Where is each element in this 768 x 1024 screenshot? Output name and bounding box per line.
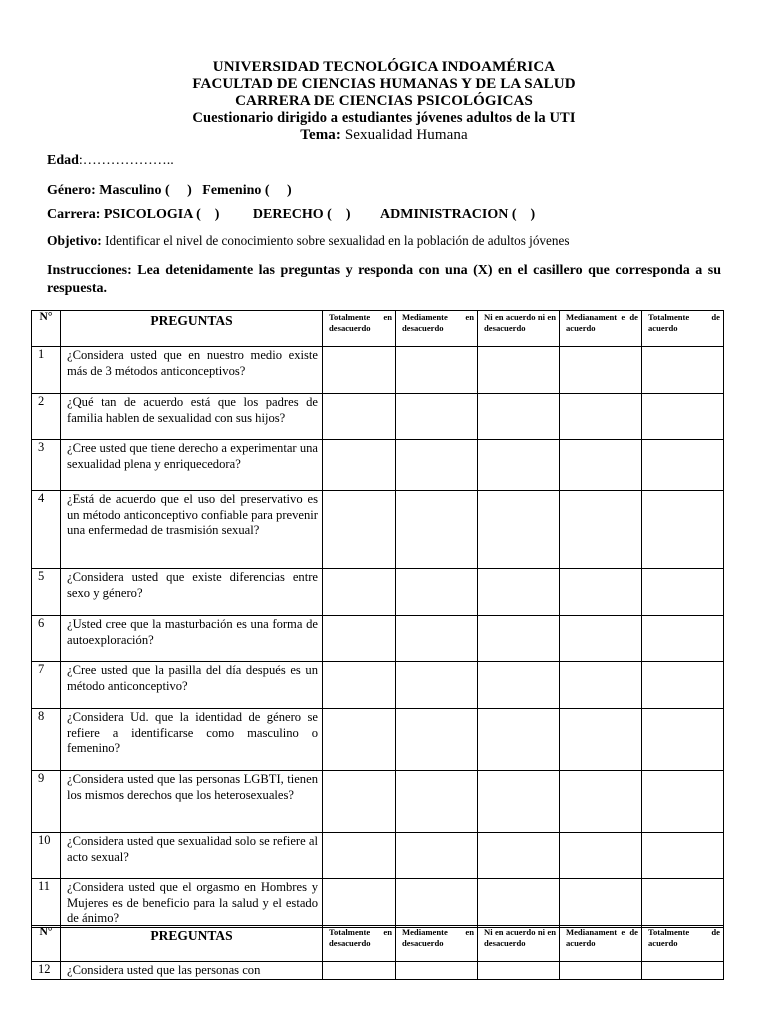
questions-table-continued (31, 925, 724, 980)
answer-checkbox-cell[interactable] (396, 440, 478, 491)
option-header-4: Medianament e de acuerdo (560, 926, 642, 962)
answer-checkbox-cell[interactable] (478, 962, 560, 980)
questions-column-header: PREGUNTAS (61, 926, 323, 962)
genero-label: Género: (47, 183, 96, 198)
edad-field[interactable] (47, 153, 174, 169)
question-text: ¿Considera usted que sexualidad solo se refiere al acto sexual? (61, 833, 323, 879)
table-row (32, 962, 724, 980)
option-header-3: Ni en acuerdo ni en desacuerdo (478, 311, 560, 347)
table-row (32, 709, 724, 771)
answer-checkbox-cell[interactable] (478, 833, 560, 879)
answer-checkbox-cell[interactable] (478, 879, 560, 928)
answer-checkbox-cell[interactable] (560, 347, 642, 394)
career-name: CARRERA DE CIENCIAS PSICOLÓGICAS (235, 93, 533, 109)
question-number: 11 (32, 879, 61, 928)
answer-checkbox-cell[interactable] (396, 394, 478, 440)
answer-checkbox-cell[interactable] (323, 347, 396, 394)
answer-checkbox-cell[interactable] (642, 347, 724, 394)
question-text: ¿Considera usted que existe diferencias entre sexo y género? (61, 569, 323, 616)
table-row (32, 394, 724, 440)
answer-checkbox-cell[interactable] (323, 833, 396, 879)
university-name: UNIVERSIDAD TECNOLÓGICA INDOAMÉRICA (212, 59, 556, 75)
question-text: ¿Considera usted que las personas LGBTI, tienen los mismos derechos que los heterosexuales? (61, 771, 323, 833)
answer-checkbox-cell[interactable] (396, 569, 478, 616)
question-number: 7 (32, 662, 61, 709)
answer-checkbox-cell[interactable] (560, 771, 642, 833)
table-row (32, 491, 724, 569)
answer-checkbox-cell[interactable] (323, 616, 396, 662)
option-header-4: Medianament e de acuerdo (560, 311, 642, 347)
table-row (32, 879, 724, 928)
answer-checkbox-cell[interactable] (323, 491, 396, 569)
question-text: ¿Qué tan de acuerdo está que los padres de familia hablen de sexualidad con sus hijos? (61, 394, 323, 440)
answer-checkbox-cell[interactable] (323, 771, 396, 833)
answer-checkbox-cell[interactable] (396, 491, 478, 569)
answer-checkbox-cell[interactable] (642, 394, 724, 440)
objetivo-label: Objetivo: (47, 233, 102, 248)
question-text: ¿Usted cree que la masturbación es una forma de autoexploración? (61, 616, 323, 662)
answer-checkbox-cell[interactable] (642, 440, 724, 491)
answer-checkbox-cell[interactable] (560, 879, 642, 928)
answer-checkbox-cell[interactable] (560, 394, 642, 440)
answer-checkbox-cell[interactable] (396, 833, 478, 879)
answer-checkbox-cell[interactable] (560, 709, 642, 771)
carrera-label: Carrera: (47, 207, 101, 222)
question-number: 3 (32, 440, 61, 491)
edad-blank: :……………….. (78, 153, 174, 168)
table-header-row (32, 926, 724, 962)
questionnaire-title: Cuestionario dirigido a estudiantes jóvenes adultos de la UTI (192, 110, 576, 126)
table-row (32, 662, 724, 709)
answer-checkbox-cell[interactable] (396, 347, 478, 394)
answer-checkbox-cell[interactable] (396, 962, 478, 980)
table-row (32, 347, 724, 394)
answer-checkbox-cell[interactable] (642, 616, 724, 662)
answer-checkbox-cell[interactable] (323, 709, 396, 771)
question-number: 8 (32, 709, 61, 771)
table-header-row (32, 311, 724, 347)
answer-checkbox-cell[interactable] (560, 962, 642, 980)
tema-label: Tema: (300, 127, 341, 143)
question-text: ¿Considera Ud. que la identidad de género se refiere a identificarse como masculino o femenino? (61, 709, 323, 771)
answer-checkbox-cell[interactable] (478, 394, 560, 440)
questions-column-header: PREGUNTAS (61, 311, 323, 347)
answer-checkbox-cell[interactable] (396, 662, 478, 709)
answer-checkbox-cell[interactable] (642, 569, 724, 616)
answer-checkbox-cell[interactable] (478, 662, 560, 709)
answer-checkbox-cell[interactable] (560, 616, 642, 662)
answer-checkbox-cell[interactable] (642, 491, 724, 569)
table-row (32, 569, 724, 616)
table-row (32, 440, 724, 491)
question-number: 4 (32, 491, 61, 569)
answer-checkbox-cell[interactable] (560, 833, 642, 879)
answer-checkbox-cell[interactable] (478, 347, 560, 394)
carrera-administracion[interactable]: ADMINISTRACION ( ) (380, 207, 536, 222)
option-header-5: Totalmente de acuerdo (642, 311, 724, 347)
document-header (0, 59, 768, 144)
question-number: 2 (32, 394, 61, 440)
question-number: 9 (32, 771, 61, 833)
genero-options[interactable]: Masculino ( ) Femenino ( ) (99, 183, 292, 198)
table-row (32, 771, 724, 833)
option-header-5: Totalmente de acuerdo (642, 926, 724, 962)
answer-checkbox-cell[interactable] (478, 616, 560, 662)
table-row (32, 616, 724, 662)
question-text: ¿Cree usted que la pasilla del día después es un método anticonceptivo? (61, 662, 323, 709)
question-number: 1 (32, 347, 61, 394)
carrera-field[interactable] (47, 207, 535, 223)
answer-checkbox-cell[interactable] (560, 662, 642, 709)
answer-checkbox-cell[interactable] (323, 962, 396, 980)
tema-value: Sexualidad Humana (344, 127, 468, 143)
question-text: ¿Considera usted que las personas con (61, 962, 323, 980)
question-number: 5 (32, 569, 61, 616)
edad-label: Edad (47, 153, 79, 168)
answer-checkbox-cell[interactable] (642, 833, 724, 879)
question-text: ¿Considera usted que el orgasmo en Hombres y Mujeres es de beneficio para la salud y el estado de ánimo? (61, 879, 323, 928)
answer-checkbox-cell[interactable] (642, 962, 724, 980)
answer-checkbox-cell[interactable] (560, 569, 642, 616)
question-number: 6 (32, 616, 61, 662)
table-row (32, 833, 724, 879)
question-text: ¿Está de acuerdo que el uso del preservativo es un método anticonceptivo confiable para prevenir una enfermedad de trasmisión sexual? (61, 491, 323, 569)
question-number: 10 (32, 833, 61, 879)
answer-checkbox-cell[interactable] (478, 569, 560, 616)
answer-checkbox-cell[interactable] (478, 491, 560, 569)
answer-checkbox-cell[interactable] (323, 440, 396, 491)
question-text: ¿Considera usted que en nuestro medio existe más de 3 métodos anticonceptivos? (61, 347, 323, 394)
answer-checkbox-cell[interactable] (478, 440, 560, 491)
objetivo-text: Identificar el nivel de conocimiento sobre sexualidad en la población de adultos jóvenes (105, 233, 570, 248)
carrera-psicologia[interactable]: PSICOLOGIA ( ) (103, 207, 220, 222)
answer-checkbox-cell[interactable] (642, 771, 724, 833)
instructions: Instrucciones: Lea detenidamente las preguntas y responda con una (X) en el casillero que corresponda a su respuesta. (47, 263, 721, 296)
option-header-3: Ni en acuerdo ni en desacuerdo (478, 926, 560, 962)
answer-checkbox-cell[interactable] (323, 879, 396, 928)
option-header-2: Mediamente en desacuerdo (396, 926, 478, 962)
tema-line (0, 127, 768, 144)
answer-checkbox-cell[interactable] (478, 709, 560, 771)
option-header-2: Mediamente en desacuerdo (396, 311, 478, 347)
questions-table (31, 310, 724, 928)
option-header-1: Totalmente en desacuerdo (323, 311, 396, 347)
number-column-header: N° (32, 311, 61, 347)
answer-checkbox-cell[interactable] (323, 394, 396, 440)
question-text: ¿Cree usted que tiene derecho a experimentar una sexualidad plena y enriquecedora? (61, 440, 323, 491)
number-column-header: N° (32, 926, 61, 962)
answer-checkbox-cell[interactable] (323, 662, 396, 709)
answer-checkbox-cell[interactable] (560, 440, 642, 491)
answer-checkbox-cell[interactable] (396, 879, 478, 928)
question-number: 12 (32, 962, 61, 980)
answer-checkbox-cell[interactable] (323, 569, 396, 616)
answer-checkbox-cell[interactable] (642, 709, 724, 771)
answer-checkbox-cell[interactable] (642, 879, 724, 928)
answer-checkbox-cell[interactable] (396, 771, 478, 833)
answer-checkbox-cell[interactable] (396, 616, 478, 662)
answer-checkbox-cell[interactable] (560, 491, 642, 569)
objetivo-field (47, 233, 569, 249)
option-header-1: Totalmente en desacuerdo (323, 926, 396, 962)
genero-field[interactable] (47, 183, 292, 199)
carrera-derecho[interactable]: DERECHO ( ) (252, 207, 351, 222)
answer-checkbox-cell[interactable] (478, 771, 560, 833)
answer-checkbox-cell[interactable] (396, 709, 478, 771)
faculty-name: FACULTAD DE CIENCIAS HUMANAS Y DE LA SALUD (192, 76, 576, 92)
answer-checkbox-cell[interactable] (642, 662, 724, 709)
